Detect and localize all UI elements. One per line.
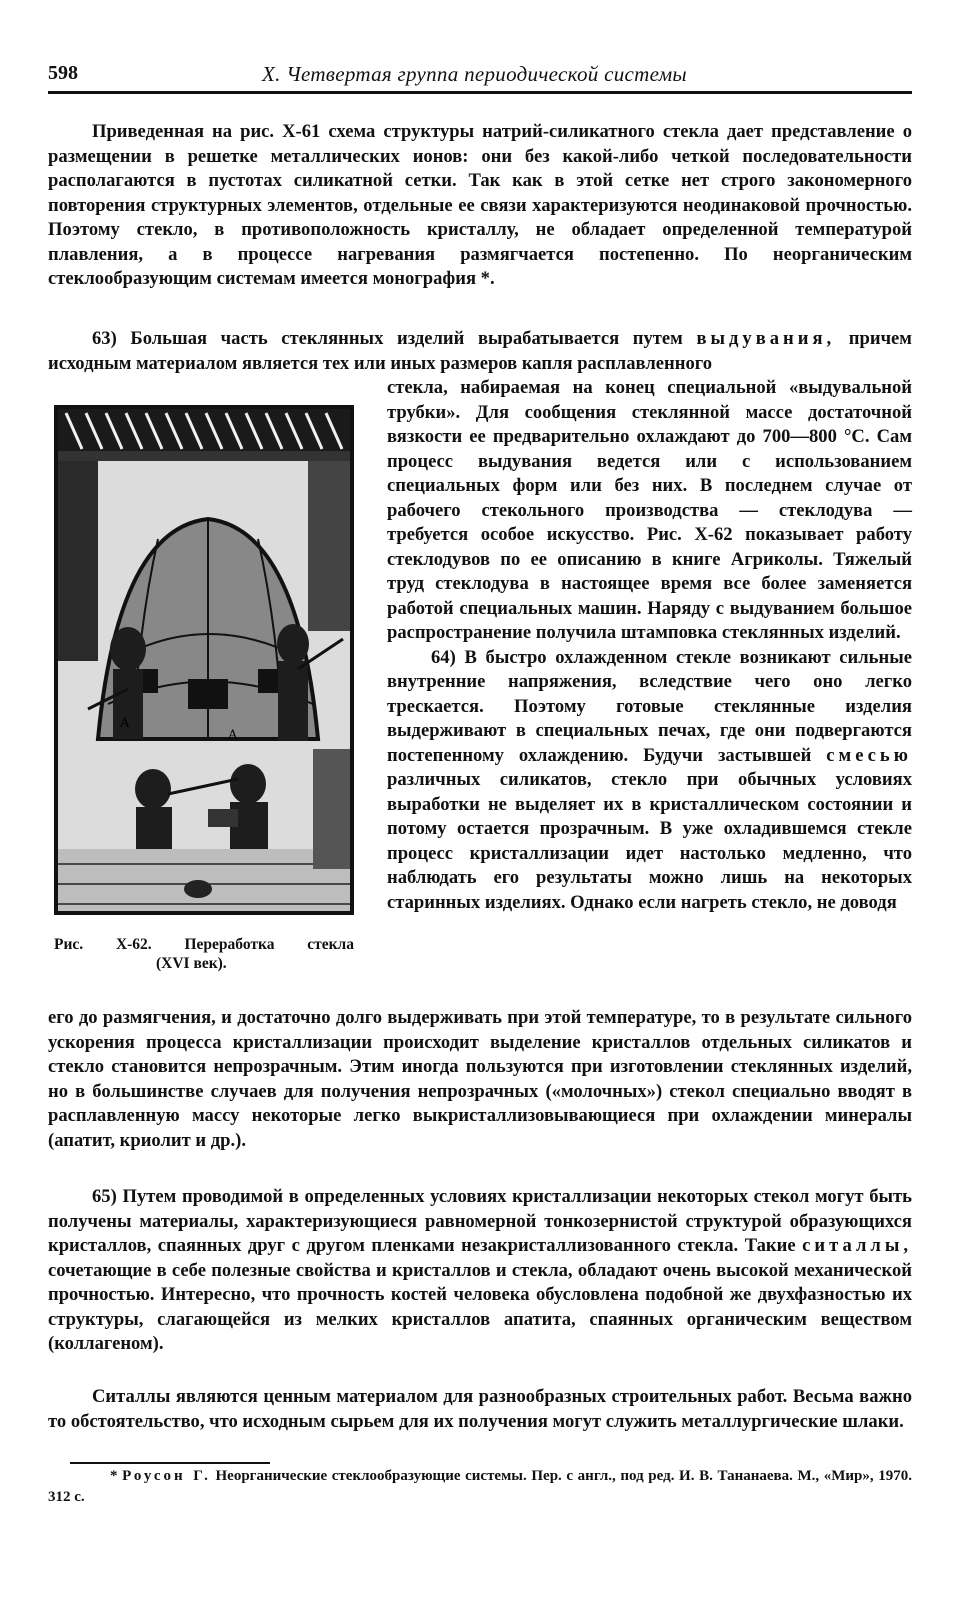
- paragraph-64-continuation: [48, 1006, 912, 1153]
- footnote-text: Неорганические стеклообразующие системы. Пер. с англ., под ред. И. В. Тананаева. М., «Мир», 1970. 312 с.: [48, 1468, 912, 1505]
- figure-letter-a: A: [120, 716, 130, 731]
- paragraph-text: В быстро охлажденном стекле возникают сильные внутренние напряжения, вследствие чего оно легко трескается. Поэтому готовые стеклянные изделия выдерживают в специальных печах, где они подвергаются постепенному охлаждению. Будучи застывшей: [387, 646, 912, 766]
- figure-letter-b: A: [228, 728, 238, 743]
- header-rule: [48, 91, 912, 94]
- figure-glassblowers: [54, 405, 354, 915]
- caption-number: X-62.: [115, 936, 152, 953]
- footnote-rule: [70, 1462, 270, 1464]
- spaced-term: выдувания,: [696, 328, 836, 349]
- paragraph-63-start: [48, 327, 912, 376]
- caption-word: Переработка: [184, 936, 275, 953]
- paragraph-number: 64): [431, 646, 456, 668]
- caption-word: стекла: [307, 936, 354, 953]
- spaced-term: ситаллы,: [802, 1235, 912, 1256]
- paragraph-text: причем исходным материалом является тех или иных размеров капля расплавленного: [48, 328, 912, 374]
- paragraph-text: различных силикатов, стекло при обычных условиях выработки не выделяет их в кристаллическом состоянии и потому остается прозрачным. В уже охладившемся стекле процесс кристаллизации идет настолько медленно, что наблюдать его результаты можно лишь на некоторых старинных изделиях. Однако если нагреть стекло, не доводя: [387, 769, 912, 913]
- footnote: [48, 1466, 912, 1508]
- caption-century: (XVI век).: [156, 955, 227, 972]
- running-title: X. Четвертая группа периодической системы: [262, 62, 687, 86]
- woodcut-illustration: [58, 409, 350, 911]
- figure-caption: [54, 935, 354, 973]
- paragraph-63-line: [48, 327, 912, 376]
- paragraph-last: [48, 1385, 912, 1434]
- caption-label: Рис.: [54, 936, 84, 953]
- footnote-author: Роусон Г.: [122, 1468, 211, 1484]
- paragraph-intro: [48, 120, 912, 292]
- caption-line: [54, 935, 354, 954]
- paragraph-text: стекла, набираемая на конец специальной «выдувальной трубки». Для сообщения стеклянной массе достаточной вязкости ее предварительно охлаждают до 700—800 °С. Сам процесс выдувания ведется или с использованием специальных форм или без них. В последнем случае от рабочего стекольного производства — стеклодува — требуется особое искусство. Рис. X-62 показывает работу стеклодувов по ее описанию в книге Агриколы. Тяжелый труд стеклодува в настоящее время все более заменяется работой специальных машин. Наряду с выдуванием большое распространение получила штамповка стеклянных изделий.: [387, 377, 912, 643]
- page-number: 598: [48, 62, 78, 84]
- spaced-term: смесью: [826, 744, 912, 766]
- paragraph-65-body: [48, 1185, 912, 1357]
- paragraph-number: 65): [92, 1186, 117, 1207]
- page-header: [48, 60, 912, 90]
- paragraph-text: Большая часть стеклянных изделий вырабатывается путем: [130, 328, 683, 349]
- paragraph-64: [387, 646, 912, 916]
- paragraph-text: сочетающие в себе полезные свойства и кристаллов и стекла, обладают очень высокой механической прочностью. Интересно, что прочность костей человека обусловлена подобной же двухфазностью их структуры, слагающейся из мелких кристаллов апатита, спаянных органическим веществом (коллагеном).: [48, 1259, 912, 1354]
- paragraph-number: 63): [92, 328, 117, 349]
- side-column-text: [387, 376, 912, 915]
- paragraph-text: Приведенная на рис. X-61 схема структуры натрий-силикатного стекла дает представление о размещении в решетке металлических ионов: они без какой-либо четкой последовательности располагаются в пустотах силикатной сетки. Так как в этой сетке нет строго закономерного повторения структурных элементов, отдельные ее связи характеризуются неодинаковой прочностью. Поэтому стекло, в противоположность кристаллу, не обладает определенной температурой плавления, а в процессе нагревания размягчается постепенно. По неорганическим стеклообразующим системам имеется монография *.: [48, 121, 912, 289]
- paragraph-text: Путем проводимой в определенных условиях кристаллизации некоторых стекол могут быть получены материалы, характеризующиеся равномерной тонкозернистой структурой образующихся кристаллов, спаянных друг с другом пленками незакристаллизованного стекла. Такие: [48, 1186, 912, 1256]
- footnote-marker: *: [110, 1468, 118, 1484]
- paragraph-text: его до размягчения, и достаточно долго выдерживать при этой температуре, то в результате сильного ускорения процесса кристаллизации происходит выделение кристаллов отдельных силикатов и стекло становится непрозрачным. Этим иногда пользуются при изготовлении стеклянных изделий, но в большинстве случаев для получения непрозрачных («молочных») стекол специально вводят в расплавленную массу некоторые легко выкристаллизовывающиеся при охлаждении минералы (апатит, криолит и др.).: [48, 1007, 912, 1151]
- paragraph-65: [48, 1185, 912, 1357]
- paragraph-text: Ситаллы являются ценным материалом для разнообразных строительных работ. Весьма важно то обстоятельство, что исходным сырьем для их получения могут служить металлургические шлаки.: [48, 1386, 912, 1432]
